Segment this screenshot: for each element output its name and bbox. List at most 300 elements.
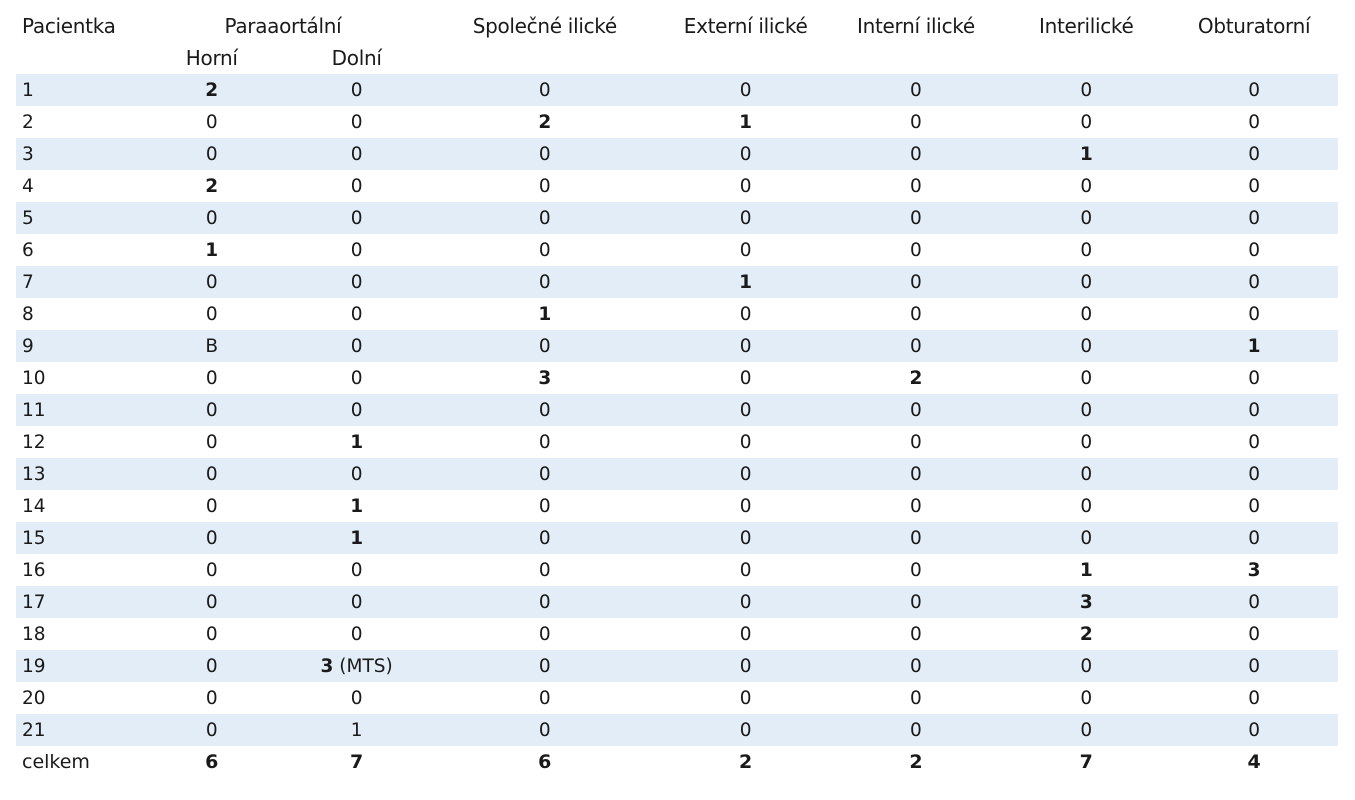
value: 0 — [350, 143, 363, 165]
value: 0 — [739, 143, 752, 165]
header-interilicke: Interilické — [1039, 14, 1134, 38]
pacientka-cell: celkem — [22, 751, 90, 773]
pacientka-cell: 16 — [22, 559, 46, 581]
value: 0 — [538, 687, 551, 709]
value: 0 — [1248, 303, 1260, 325]
value: 0 — [910, 271, 922, 293]
value: 0 — [538, 143, 551, 165]
value-cell — [1002, 490, 1170, 522]
table-row — [16, 266, 1338, 298]
value-cell — [428, 682, 662, 714]
value: 1 — [1247, 335, 1261, 357]
value: 0 — [205, 591, 218, 613]
value: 0 — [910, 495, 922, 517]
value: 0 — [1248, 687, 1260, 709]
value-cell — [1170, 202, 1338, 234]
value: 0 — [739, 303, 752, 325]
value: 0 — [1248, 431, 1260, 453]
value: 0 — [739, 463, 752, 485]
value: 0 — [1248, 399, 1260, 421]
value-cell — [1170, 234, 1338, 266]
total-row — [16, 746, 1338, 778]
value-cell — [1002, 650, 1170, 682]
pacientka-cell: 14 — [22, 495, 46, 517]
value: B — [205, 335, 219, 357]
value-cell — [1002, 426, 1170, 458]
value: 0 — [538, 623, 551, 645]
value-cell — [830, 362, 1003, 394]
value-cell — [662, 234, 830, 266]
lymph-node-table — [16, 10, 1338, 778]
value-cell — [1002, 106, 1170, 138]
value-cell — [662, 650, 830, 682]
value-cell — [285, 234, 427, 266]
value-cell — [1002, 746, 1170, 778]
value: 0 — [205, 463, 218, 485]
value-cell — [1170, 106, 1338, 138]
value: 3 — [538, 367, 552, 389]
value: 0 — [350, 367, 363, 389]
value-cell — [428, 298, 662, 330]
value: 2 — [909, 751, 923, 773]
table-row — [16, 682, 1338, 714]
value: 0 — [1248, 591, 1260, 613]
value: 6 — [205, 751, 219, 773]
value-cell — [662, 138, 830, 170]
value-cell — [138, 650, 285, 682]
pacientka-cell: 18 — [22, 623, 46, 645]
value: 1 — [350, 495, 364, 517]
value: 0 — [205, 687, 218, 709]
header-obturatorni: Obturatorní — [1197, 14, 1311, 38]
value-cell — [428, 490, 662, 522]
value-cell — [1002, 170, 1170, 202]
value-cell — [1170, 362, 1338, 394]
value: 0 — [910, 303, 922, 325]
pacientka-cell: 5 — [16, 202, 138, 234]
value: 0 — [739, 175, 752, 197]
value: 0 — [350, 335, 363, 357]
value-cell — [1170, 394, 1338, 426]
value-cell — [1002, 522, 1170, 554]
value-cell — [138, 330, 285, 362]
value-cell — [138, 362, 285, 394]
value-cell — [830, 234, 1003, 266]
table-row — [16, 394, 1338, 426]
value: 1 — [739, 271, 753, 293]
value: 0 — [350, 207, 363, 229]
value-cell — [1002, 234, 1170, 266]
pacientka-cell: 1 — [16, 74, 138, 106]
value: 0 — [739, 719, 752, 741]
value-cell — [662, 106, 830, 138]
pacientka-cell: 13 — [16, 458, 138, 490]
value: 0 — [1248, 463, 1260, 485]
pacientka-cell: 20 — [22, 687, 46, 709]
value: 0 — [350, 303, 363, 325]
value-cell — [830, 202, 1003, 234]
value: 0 — [538, 431, 551, 453]
value: 0 — [350, 559, 363, 581]
value-cell — [428, 650, 662, 682]
value-cell — [138, 138, 285, 170]
pacientka-cell: 17 — [16, 586, 138, 618]
value-cell — [285, 394, 427, 426]
value-cell — [662, 266, 830, 298]
pacientka-cell: 4 — [22, 175, 34, 197]
value-cell — [1002, 618, 1170, 650]
value-cell — [1002, 554, 1170, 586]
value-cell — [285, 746, 427, 778]
value: 0 — [1080, 111, 1093, 133]
value: 0 — [350, 623, 363, 645]
value-cell — [830, 266, 1003, 298]
value-cell — [428, 202, 662, 234]
value: 0 — [910, 79, 922, 101]
value-suffix: (MTS) — [333, 655, 393, 677]
value-cell — [662, 714, 830, 746]
value: 2 — [538, 111, 552, 133]
table-row — [16, 554, 1338, 586]
value: 0 — [1080, 655, 1093, 677]
value-cell — [830, 618, 1003, 650]
value: 0 — [910, 111, 922, 133]
value-cell — [138, 586, 285, 618]
value: 0 — [538, 591, 551, 613]
value: 0 — [1080, 399, 1093, 421]
pacientka-cell: 21 — [16, 714, 138, 746]
value: 0 — [1248, 623, 1260, 645]
value: 0 — [910, 207, 922, 229]
value: 0 — [1080, 271, 1093, 293]
value: 0 — [739, 559, 752, 581]
value-cell — [285, 682, 427, 714]
value: 0 — [538, 495, 551, 517]
value-cell — [138, 170, 285, 202]
value-cell — [428, 394, 662, 426]
value: 0 — [910, 399, 922, 421]
value: 0 — [205, 495, 218, 517]
value: 0 — [739, 207, 752, 229]
table-row — [16, 490, 1338, 522]
value-cell — [1170, 554, 1338, 586]
value-cell — [830, 682, 1003, 714]
pacientka-cell: 6 — [22, 239, 34, 261]
value: 0 — [910, 239, 922, 261]
value-cell — [428, 234, 662, 266]
value: 0 — [538, 399, 551, 421]
value: 2 — [1079, 623, 1093, 645]
value-cell — [830, 746, 1003, 778]
value: 7 — [1079, 751, 1093, 773]
value: 0 — [739, 239, 752, 261]
value-cell — [1170, 490, 1338, 522]
value: 2 — [205, 79, 219, 101]
value-cell — [428, 138, 662, 170]
value: 0 — [1248, 271, 1260, 293]
value-cell — [428, 106, 662, 138]
value: 0 — [1248, 175, 1260, 197]
value-cell — [1002, 138, 1170, 170]
value-cell — [285, 298, 427, 330]
value: 0 — [739, 335, 752, 357]
table-row — [16, 298, 1338, 330]
value-cell — [1002, 298, 1170, 330]
table-row — [16, 522, 1338, 554]
value: 0 — [739, 399, 752, 421]
value-cell — [428, 426, 662, 458]
value-cell — [1170, 618, 1338, 650]
header-horni: Horní — [185, 46, 238, 70]
value-cell — [662, 170, 830, 202]
value: 1 — [739, 111, 753, 133]
value-cell — [662, 74, 830, 106]
value: 0 — [1080, 495, 1093, 517]
value: 0 — [910, 719, 922, 741]
value: 0 — [910, 463, 922, 485]
pacientka-cell: 19 — [16, 650, 138, 682]
value-cell — [662, 426, 830, 458]
value: 0 — [739, 367, 752, 389]
value: 3 — [1079, 591, 1093, 613]
value: 0 — [1080, 239, 1093, 261]
header-pacientka: Pacientka — [22, 14, 116, 38]
value-cell — [285, 554, 427, 586]
value-cell — [1002, 714, 1170, 746]
value-cell — [285, 170, 427, 202]
value-cell — [285, 330, 427, 362]
value-cell — [1170, 330, 1338, 362]
value: 0 — [910, 591, 922, 613]
value-cell — [1170, 170, 1338, 202]
value-cell — [138, 394, 285, 426]
value-cell — [1002, 458, 1170, 490]
value: 0 — [1080, 687, 1093, 709]
value: 1 — [350, 719, 363, 741]
value-cell — [138, 746, 285, 778]
value: 3 — [320, 655, 334, 677]
value-cell — [1002, 266, 1170, 298]
value-cell — [138, 266, 285, 298]
table-row — [16, 106, 1338, 138]
value-cell — [428, 74, 662, 106]
value: 0 — [1248, 79, 1260, 101]
value: 0 — [538, 719, 551, 741]
value-cell — [285, 714, 427, 746]
value-cell — [285, 522, 427, 554]
value: 0 — [538, 239, 551, 261]
value-cell — [1002, 682, 1170, 714]
value-cell — [428, 330, 662, 362]
value-cell — [138, 554, 285, 586]
value-cell — [830, 522, 1003, 554]
value-cell — [1002, 330, 1170, 362]
value: 7 — [350, 751, 364, 773]
value-cell — [428, 170, 662, 202]
value: 0 — [910, 431, 922, 453]
value-cell — [285, 106, 427, 138]
value-cell — [285, 266, 427, 298]
value: 0 — [1248, 239, 1260, 261]
table-row — [16, 234, 1338, 266]
value: 0 — [910, 527, 922, 549]
value-cell — [138, 490, 285, 522]
value: 0 — [1080, 79, 1093, 101]
value-cell — [662, 746, 830, 778]
header-dolni: Dolní — [331, 46, 382, 70]
value: 0 — [350, 111, 363, 133]
table-row — [16, 202, 1338, 234]
pacientka-cell: 15 — [16, 522, 138, 554]
pacientka-cell: 2 — [22, 111, 34, 133]
value: 0 — [910, 175, 922, 197]
value-cell — [830, 394, 1003, 426]
pacientka-cell: 12 — [22, 431, 46, 453]
value-cell — [428, 554, 662, 586]
value: 1 — [1079, 559, 1093, 581]
value-cell — [138, 714, 285, 746]
value: 0 — [205, 655, 218, 677]
value: 0 — [1248, 111, 1260, 133]
value-cell — [1170, 138, 1338, 170]
value-cell — [1170, 266, 1338, 298]
value-cell — [138, 298, 285, 330]
value: 0 — [538, 527, 551, 549]
value-cell — [285, 586, 427, 618]
value: 0 — [1248, 207, 1260, 229]
value-cell — [662, 330, 830, 362]
table-row — [16, 426, 1338, 458]
table-row — [16, 650, 1338, 682]
table-row — [16, 74, 1338, 106]
value-cell — [1170, 650, 1338, 682]
value: 0 — [910, 687, 922, 709]
value-cell — [428, 458, 662, 490]
value-cell — [662, 554, 830, 586]
value-cell — [830, 426, 1003, 458]
value-cell — [138, 74, 285, 106]
value-cell — [1002, 586, 1170, 618]
value-cell — [138, 202, 285, 234]
value-cell — [662, 458, 830, 490]
value: 2 — [738, 751, 753, 773]
value: 0 — [205, 559, 218, 581]
value: 6 — [538, 751, 552, 773]
value: 0 — [739, 623, 752, 645]
header-interni-ilicke: Interní ilické — [857, 14, 975, 38]
value: 0 — [205, 111, 218, 133]
value: 0 — [205, 719, 218, 741]
value: 0 — [1248, 655, 1260, 677]
value-cell — [138, 426, 285, 458]
value-cell — [138, 458, 285, 490]
value-cell — [428, 618, 662, 650]
table-row — [16, 618, 1338, 650]
table-row — [16, 330, 1338, 362]
value: 0 — [739, 431, 752, 453]
value: 0 — [1248, 495, 1260, 517]
value-cell — [830, 330, 1003, 362]
value: 0 — [538, 463, 551, 485]
value-cell — [662, 522, 830, 554]
value: 0 — [350, 463, 363, 485]
value: 0 — [739, 655, 752, 677]
value: 0 — [910, 143, 922, 165]
value-cell — [830, 490, 1003, 522]
value-cell — [428, 266, 662, 298]
value-cell — [1170, 682, 1338, 714]
value: 0 — [910, 655, 922, 677]
table-row — [16, 138, 1338, 170]
value: 0 — [205, 431, 218, 453]
value-cell — [138, 522, 285, 554]
table-row — [16, 714, 1338, 746]
value-cell — [138, 618, 285, 650]
value: 0 — [1080, 367, 1093, 389]
value-cell — [662, 586, 830, 618]
value: 1 — [350, 527, 364, 549]
value: 0 — [739, 495, 752, 517]
value: 0 — [1080, 207, 1093, 229]
value: 3 — [1247, 559, 1261, 581]
value: 0 — [1080, 431, 1093, 453]
value: 0 — [1080, 175, 1093, 197]
value: 0 — [350, 79, 363, 101]
value: 0 — [910, 623, 922, 645]
value: 0 — [205, 623, 218, 645]
value: 0 — [739, 527, 752, 549]
value-cell — [1170, 522, 1338, 554]
value-cell — [662, 202, 830, 234]
value: 0 — [739, 591, 752, 613]
value: 0 — [1080, 463, 1093, 485]
value-cell — [1170, 746, 1338, 778]
value: 2 — [909, 367, 923, 389]
value: 0 — [538, 175, 551, 197]
value: 0 — [350, 687, 363, 709]
value-cell — [1170, 714, 1338, 746]
value-cell — [138, 106, 285, 138]
value: 0 — [205, 271, 218, 293]
value: 0 — [1080, 303, 1093, 325]
value: 0 — [205, 399, 218, 421]
value: 0 — [739, 687, 752, 709]
value-cell — [428, 714, 662, 746]
table-row — [16, 458, 1338, 490]
value: 0 — [1080, 335, 1093, 357]
value-cell — [428, 746, 662, 778]
value-cell — [830, 106, 1003, 138]
pacientka-cell: 11 — [16, 394, 138, 426]
table-row — [16, 170, 1338, 202]
value-cell — [830, 298, 1003, 330]
value-cell — [830, 650, 1003, 682]
value-cell — [830, 138, 1003, 170]
value-cell — [285, 74, 427, 106]
value-cell — [1002, 362, 1170, 394]
value: 0 — [350, 175, 363, 197]
table-row — [16, 362, 1338, 394]
value-cell — [1002, 394, 1170, 426]
value: 0 — [1248, 367, 1260, 389]
value-cell — [830, 74, 1003, 106]
value-cell — [285, 426, 427, 458]
value: 2 — [205, 175, 219, 197]
value: 0 — [538, 335, 551, 357]
value-cell — [285, 650, 427, 682]
value: 0 — [1248, 143, 1260, 165]
value: 0 — [1080, 527, 1093, 549]
